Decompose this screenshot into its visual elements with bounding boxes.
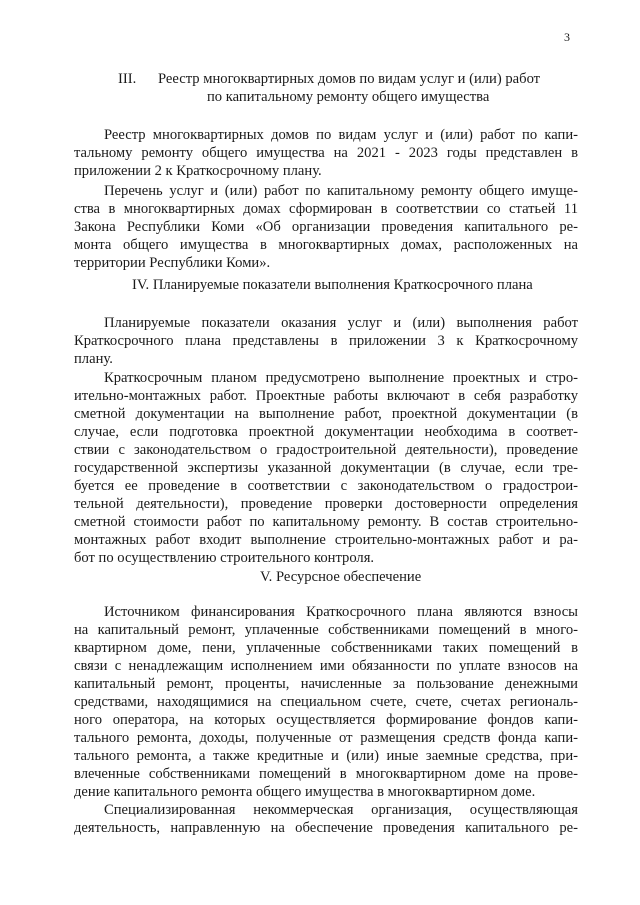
text-line: Краткосрочного плана представлены в приложении 3 к Краткосрочному: [74, 333, 578, 349]
text-line: тального ремонта, доходы, полученные от размещения средств фонда капи-: [74, 730, 578, 746]
text-line: случае, если подготовка проектной документации необходима в соответ-: [74, 424, 578, 440]
text-line: ного оператора, на которых осуществляется формирование фондов капи-: [74, 712, 578, 728]
text-line: Источником финансирования Краткосрочного плана являются взносы: [104, 604, 578, 620]
section-4-title: IV. Планируемые показатели выполнения Краткосрочного плана: [132, 277, 533, 293]
text-line: тельной деятельности), проведение проверки достоверности определения: [74, 496, 578, 512]
text-line: Специализированная некоммерческая организация, осуществляющая: [104, 802, 578, 818]
section-3-number: III.: [118, 71, 137, 87]
text-line: монта общего имущества в многоквартирных домах, расположенных на: [74, 237, 578, 253]
page-number: 3: [564, 30, 570, 44]
section-3-title-line-2: по капитальному ремонту общего имущества: [207, 89, 490, 105]
text-line: монтажных работ входит выполнение строительно-монтажных работ и ра-: [74, 532, 578, 548]
text-line: на капитальный ремонт, уплаченные собственниками помещений в много-: [74, 622, 578, 638]
text-line: Краткосрочным планом предусмотрено выполнение проектных и стро-: [104, 370, 578, 386]
text-line: деятельность, направленную на обеспечение проведения капитального ре-: [74, 820, 578, 836]
text-line: ствии с законодательством о градостроительной деятельности), проведение: [74, 442, 578, 458]
text-line: капитальный ремонт, проценты, начисленные за пользование денежными: [74, 676, 578, 692]
text-line: влеченные собственниками помещений в многоквартирном доме на прове-: [74, 766, 578, 782]
text-line: территории Республики Коми».: [74, 255, 271, 271]
section-3-title-line-1: Реестр многоквартирных домов по видам услуг и (или) работ: [158, 71, 541, 87]
text-line: дение капитального ремонта общего имущества в многоквартирном доме.: [74, 784, 536, 800]
text-line: Реестр многоквартирных домов по видам услуг и (или) работ по капи-: [104, 127, 578, 143]
text-line: государственной экспертизы указанной документации (в случае, если тре-: [74, 460, 578, 476]
text-line: тальному ремонту общего имущества на 2021 - 2023 годы представлен в: [74, 145, 578, 161]
text-line: связи с ненадлежащим исполнением ими обязанности по уплате взносов на: [74, 658, 578, 674]
text-line: квартирном доме, пени, уплаченные собственниками таких помещений в: [74, 640, 578, 656]
text-line: сметной документации на выполнение работ, проектной документации (в: [74, 406, 578, 422]
text-line: тального ремонта, а также кредитные и (или) иные заемные средства, при-: [74, 748, 578, 764]
section-5-title: V. Ресурсное обеспечение: [260, 569, 422, 585]
text-line: сметной стоимости работ по капитальному ремонту. В состав строительно-: [74, 514, 578, 530]
text-line: ства в многоквартирных домах сформирован в соответствии со статьей 11: [74, 201, 578, 217]
text-line: средствами, находящимися на специальном счете, счете, счетах региональ-: [74, 694, 578, 710]
text-line: ительно-монтажных работ. Проектные работы включают в себя разработку: [74, 388, 578, 404]
text-line: бот по осуществлению строительного контроля.: [74, 550, 375, 566]
text-line: Планируемые показатели оказания услуг и (или) выполнения работ: [104, 315, 578, 331]
text-line: плану.: [74, 351, 113, 367]
text-line: буется ее проведение в соответствии с законодательством о градострои-: [74, 478, 578, 494]
text-line: Закона Республики Коми «Об организации проведения капитального ре-: [74, 219, 578, 235]
text-line: Перечень услуг и (или) работ по капитальному ремонту общего имуще-: [104, 183, 578, 199]
text-line: приложении 2 к Краткосрочному плану.: [74, 163, 322, 179]
